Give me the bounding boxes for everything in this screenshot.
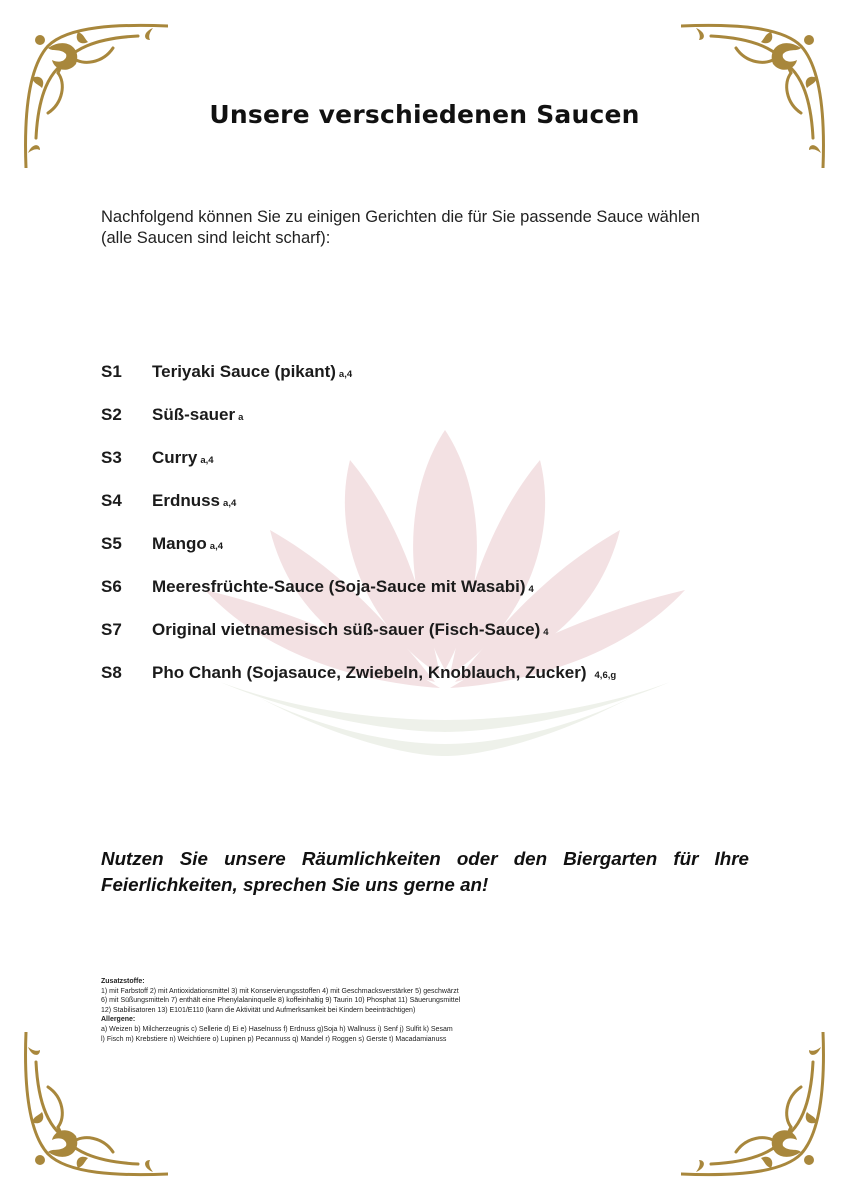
- sauce-item: [101, 565, 761, 608]
- sauce-name: Teriyaki Sauce (pikant): [152, 361, 336, 381]
- sauce-allergen-note: 4: [543, 627, 549, 638]
- intro-line-2: (alle Saucen sind leicht scharf):: [101, 229, 331, 247]
- sauce-code: S1: [101, 361, 122, 381]
- allergens-heading: Allergene:: [101, 1016, 136, 1024]
- sauce-allergen-note: 4: [528, 584, 534, 595]
- sauce-name: Curry: [152, 447, 198, 467]
- sauce-item: [101, 522, 761, 565]
- allergens-line: a) Weizen b) Milcherzeugnis c) Sellerie d) Ei e) Haselnuss f) Erdnuss g)Soja h) Wallnuss i) Senf j) Sulfit k) Sesam: [101, 1025, 453, 1033]
- allergen-legend: [101, 977, 571, 1044]
- sauce-allergen-note: a,4: [338, 369, 353, 380]
- sauce-code: S4: [101, 490, 122, 510]
- sauce-code: S8: [101, 662, 122, 682]
- additives-heading: Zusatzstoffe:: [101, 978, 145, 985]
- sauce-item: [101, 479, 761, 522]
- intro-text: [101, 207, 761, 249]
- allergens-line: l) Fisch m) Krebstiere n) Weichtiere o) Lupinen p) Pecannuss q) Mandel r) Roggen s) Gerste t) Macadamianuss: [101, 1035, 447, 1043]
- sauce-item: [101, 608, 761, 651]
- ornament-corner-icon: [681, 18, 831, 168]
- sauce-allergen-note: a,4: [223, 498, 237, 509]
- additives-line: 12) Stabilisatoren 13) E101/E110 (kann die Aktivität und Aufmerksamkeit bei Kindern beeinträchtigen): [101, 1006, 416, 1014]
- sauce-allergen-note: a: [238, 412, 244, 423]
- sauce-code: S3: [101, 447, 122, 467]
- sauce-code: S2: [101, 404, 122, 424]
- promo-text: Nutzen Sie unsere Räumlichkeiten oder den Biergarten für Ihre Feierlichkeiten, sprechen Sie uns gerne an!: [101, 848, 749, 895]
- intro-line-1: Nachfolgend können Sie zu einigen Gerichten die für Sie passende Sauce wählen: [101, 208, 700, 226]
- sauce-allergen-note: a,4: [200, 455, 214, 466]
- sauce-allergen-note: 4,6,g: [594, 670, 617, 681]
- sauce-name: Original vietnamesisch süß-sauer (Fisch-Sauce): [152, 619, 541, 639]
- ornament-corner-icon: [681, 1032, 831, 1182]
- sauce-name: Meeresfrüchte-Sauce (Soja-Sauce mit Wasabi): [152, 576, 526, 596]
- sauce-allergen-note: a,4: [209, 541, 223, 552]
- sauce-name: Süß-sauer: [152, 404, 236, 424]
- ornament-corner-icon: [18, 1032, 168, 1182]
- ornament-corner-icon: [18, 18, 168, 168]
- sauce-code: S5: [101, 533, 122, 553]
- sauce-item: [101, 350, 761, 393]
- sauce-list: [101, 350, 761, 694]
- sauce-item: [101, 436, 761, 479]
- additives-line: 6) mit Süßungsmitteln 7) enthält eine Phenylalaninquelle 8) koffeinhaltig 9) Taurin 10) Phosphat 11) Säuerungsmittel: [101, 997, 461, 1005]
- page-title: Unsere verschiedenen Saucen: [209, 100, 640, 129]
- sauce-name: Erdnuss: [152, 490, 221, 510]
- sauce-code: S7: [101, 619, 122, 639]
- sauce-name: Mango: [152, 533, 207, 553]
- sauce-item: [101, 393, 761, 436]
- sauce-name: Pho Chanh (Sojasauce, Zwiebeln, Knoblauch, Zucker): [152, 662, 587, 682]
- sauce-item: [101, 651, 761, 694]
- sauce-code: S6: [101, 576, 122, 596]
- additives-line: 1) mit Farbstoff 2) mit Antioxidationsmittel 3) mit Konservierungsstoffen 4) mit Geschmacksverstärker 5) geschwärzt: [101, 987, 459, 995]
